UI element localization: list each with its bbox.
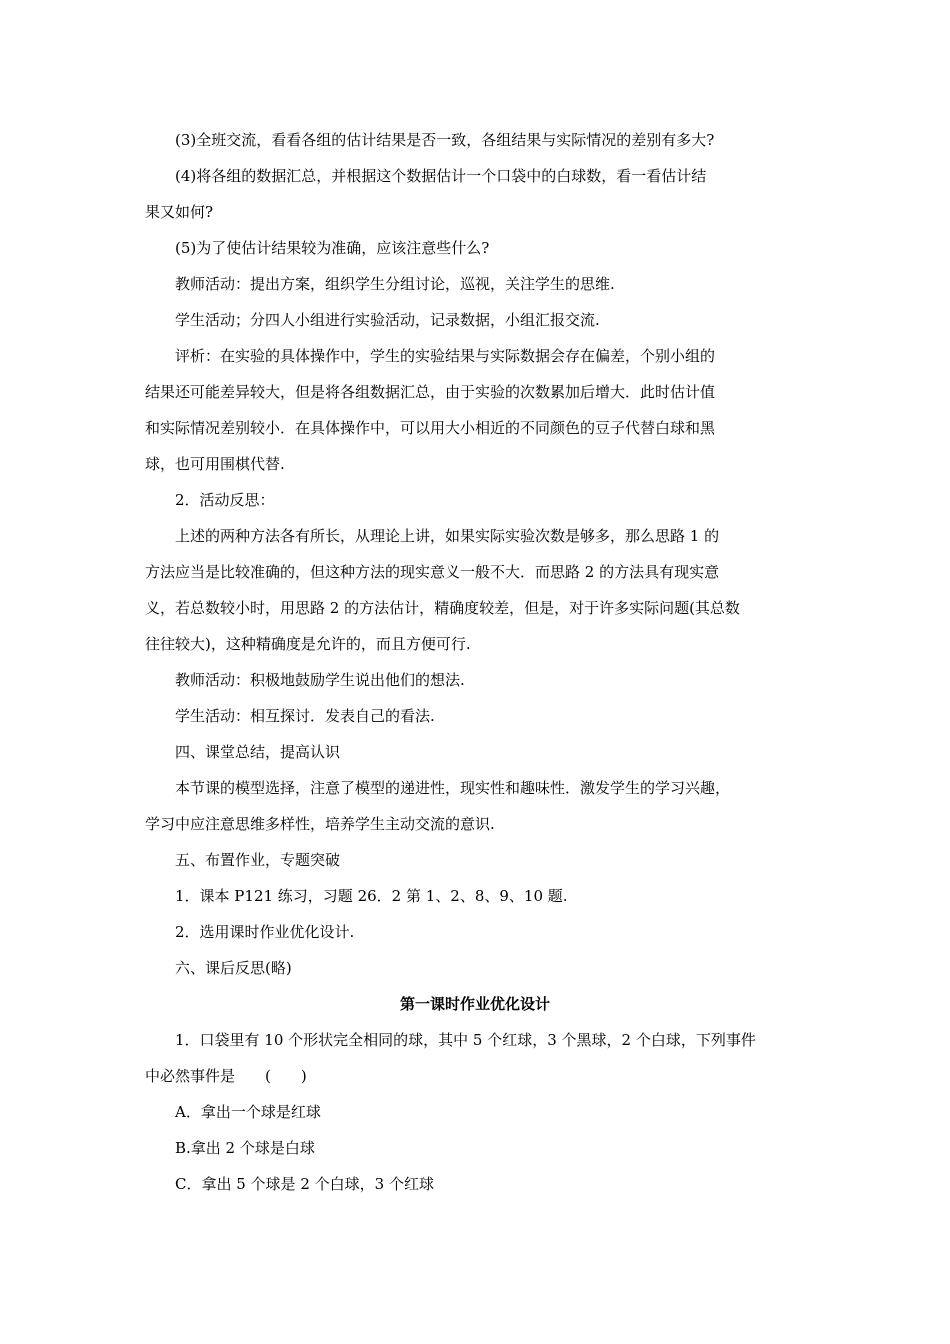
paragraph-line: 果又如何? bbox=[145, 203, 214, 221]
paragraph-line: 球，也可用围棋代替. bbox=[145, 455, 285, 473]
paragraph-line: (3)全班交流，看看各组的估计结果是否一致，各组结果与实际情况的差别有多大? bbox=[175, 131, 715, 149]
paragraph-line: 学习中应注意思维多样性，培养学生主动交流的意识. bbox=[145, 815, 495, 833]
paragraph-line: 教师活动：提出方案，组织学生分组讨论，巡视，关注学生的思维. bbox=[175, 275, 615, 293]
list-item: 2．选用课时作业优化设计. bbox=[175, 923, 355, 941]
section-heading: 六、课后反思(略) bbox=[175, 959, 292, 977]
paragraph-line: 结果还可能差异较大，但是将各组数据汇总，由于实验的次数累加后增大．此时估计值 bbox=[145, 383, 716, 401]
paragraph-line: 教师活动：积极地鼓励学生说出他们的想法. bbox=[175, 671, 465, 689]
exercise-title: 第一课时作业优化设计 bbox=[399, 995, 550, 1013]
paragraph-line: 评析：在实验的具体操作中，学生的实验结果与实际数据会存在偏差，个别小组的 bbox=[175, 347, 716, 365]
option-b: B.拿出 2 个球是白球 bbox=[175, 1139, 315, 1157]
paragraph-line: 本节课的模型选择，注意了模型的递进性，现实性和趣味性．激发学生的学习兴趣， bbox=[175, 779, 731, 797]
paragraph-line: (5)为了使估计结果较为准确，应该注意些什么? bbox=[175, 239, 490, 257]
option-c: C．拿出 5 个球是 2 个白球，3 个红球 bbox=[175, 1175, 434, 1193]
question-line: 中必然事件是 ( ) bbox=[145, 1067, 307, 1085]
paragraph-line: 往往较大)，这种精确度是允许的，而且方便可行. bbox=[145, 635, 471, 653]
document-body bbox=[145, 122, 805, 1202]
paragraph-line: 上述的两种方法各有所长，从理论上讲，如果实际实验次数是够多，那么思路 1 的 bbox=[175, 527, 720, 545]
question-line: 1．口袋里有 10 个形状完全相同的球，其中 5 个红球，3 个黑球，2 个白球，下列事件 bbox=[175, 1031, 756, 1049]
option-a: A．拿出一个球是红球 bbox=[175, 1103, 321, 1121]
list-item: 1．课本 P121 练习，习题 26．2 第 1、2、8、9、10 题. bbox=[175, 887, 568, 905]
paragraph-line: 学生活动；分四人小组进行实验活动，记录数据，小组汇报交流. bbox=[175, 311, 600, 329]
paragraph-line: 义，若总数较小时，用思路 2 的方法估计，精确度较差，但是，对于许多实际问题(其总数 bbox=[145, 599, 740, 617]
section-heading: 四、课堂总结，提高认识 bbox=[175, 743, 341, 761]
paragraph-line: 和实际情况差别较小．在具体操作中，可以用大小相近的不同颜色的豆子代替白球和黑 bbox=[145, 419, 716, 437]
paragraph-line: 方法应当是比较准确的，但这种方法的现实意义一般不大．而思路 2 的方法具有现实意 bbox=[145, 563, 720, 581]
section-heading: 五、布置作业，专题突破 bbox=[175, 851, 341, 869]
paragraph-line: 学生活动：相互探讨．发表自己的看法. bbox=[175, 707, 435, 725]
section-heading: 2．活动反思： bbox=[175, 491, 275, 509]
paragraph-line: (4)将各组的数据汇总，并根据这个数据估计一个口袋中的白球数，看一看估计结 bbox=[175, 167, 707, 185]
